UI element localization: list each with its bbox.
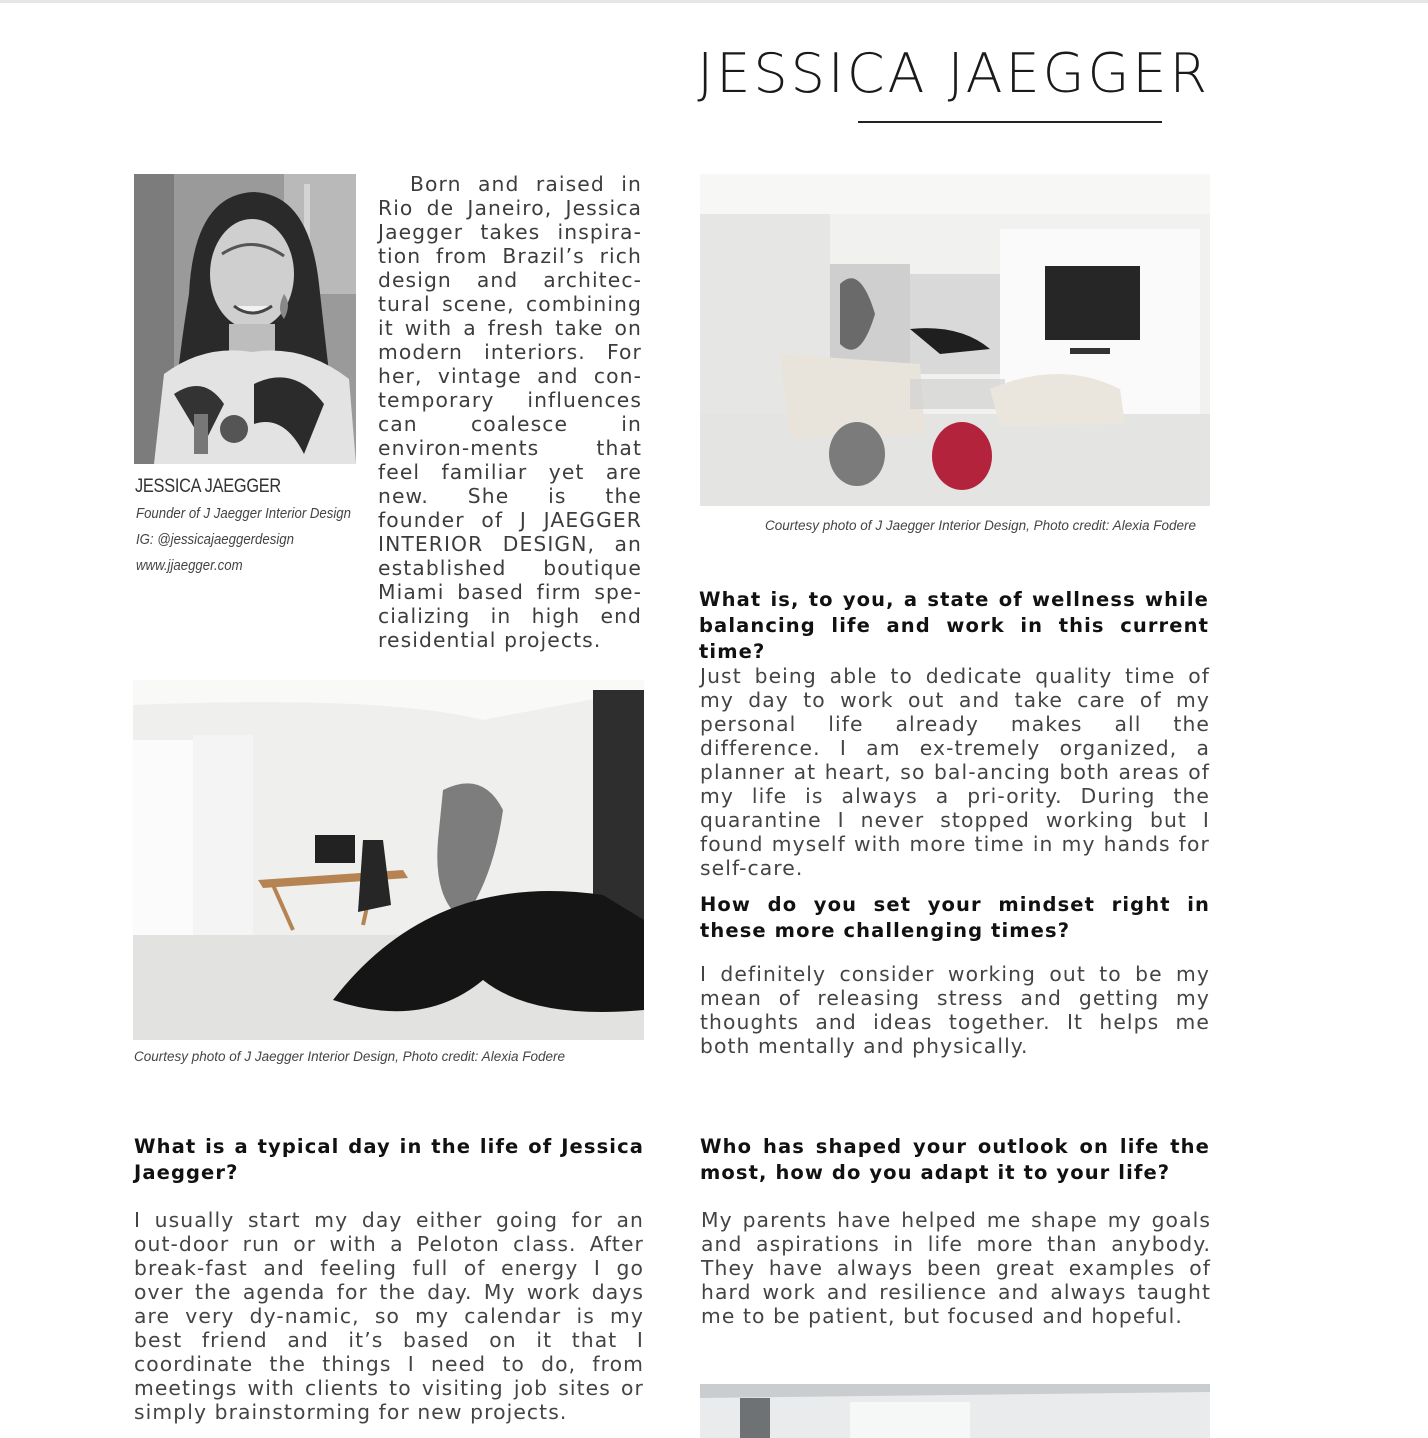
bottom-interior-photo	[700, 1384, 1210, 1438]
living-room-caption: Courtesy photo of J Jaegger Interior Design, Photo credit: Alexia Fodere	[765, 518, 1196, 533]
question-typical-day: What is a typical day in the life of Jessica Jaegger?	[134, 1135, 644, 1184]
bio-text: Born and raised in Rio de Janeiro, Jessica Jaegger takes inspira-tion from Brazil’s rich design and architec-tural scene, combining it with a fresh take on modern interiors. For her, vintage and con-temporary influences can coalesce in environ-ments that feel familiar yet are new. She is the founder of J JAEGGER INTERIOR DESIGN, an established boutique Miami based firm spe-cializing in high end residential projects.	[378, 172, 642, 652]
office-caption: Courtesy photo of J Jaegger Interior Design, Photo credit: Alexia Fodere	[134, 1049, 565, 1064]
title-underline	[858, 121, 1162, 123]
page-top-border	[0, 0, 1428, 3]
portrait-photo	[134, 174, 356, 464]
portrait-instagram: IG: @jessicajaeggerdesign	[136, 531, 294, 548]
question-wellness: What is, to you, a state of wellness while balancing life and work in this current time?	[699, 588, 1209, 663]
answer-typical-day: I usually start my day either going for an out-door run or with a Peloton class. After break-fast and feeling full of energy I go over the agenda for the day. My work days are very dy-namic, so my calendar is my best friend and it’s based on it that I coordinate the things I need to do, from meetings with clients to visiting job sites or simply brainstorming for new projects.	[134, 1208, 644, 1424]
page-title: JESSICA JAEGGER	[697, 42, 1210, 105]
answer-wellness: Just being able to dedicate quality time of my day to work out and take care of my personal life already makes all the difference. I am ex-tremely organized, a planner at heart, so bal-ancing both areas of my life is always a pri-ority. During the quarantine I never stopped working but I found myself with more time in my hands for self-care.	[700, 664, 1210, 880]
portrait-name: JESSICA JAEGGER	[135, 476, 281, 497]
question-mindset: How do you set your mindset right in these more challenging times?	[700, 893, 1210, 942]
living-room-photo	[700, 174, 1210, 506]
office-photo	[133, 680, 644, 1040]
portrait-website: www.jjaegger.com	[136, 557, 243, 574]
portrait-role: Founder of J Jaegger Interior Design	[136, 505, 351, 522]
question-outlook: Who has shaped your outlook on life the most, how do you adapt it to your life?	[700, 1135, 1210, 1184]
answer-mindset: I definitely consider working out to be my mean of releasing stress and getting my thoughts and ideas together. It helps me both mentally and physically.	[700, 962, 1210, 1058]
answer-outlook: My parents have helped me shape my goals and aspirations in life more than anybody. They have always been great examples of hard work and resilience and always taught me to be patient, but focused and hopeful.	[701, 1208, 1211, 1328]
